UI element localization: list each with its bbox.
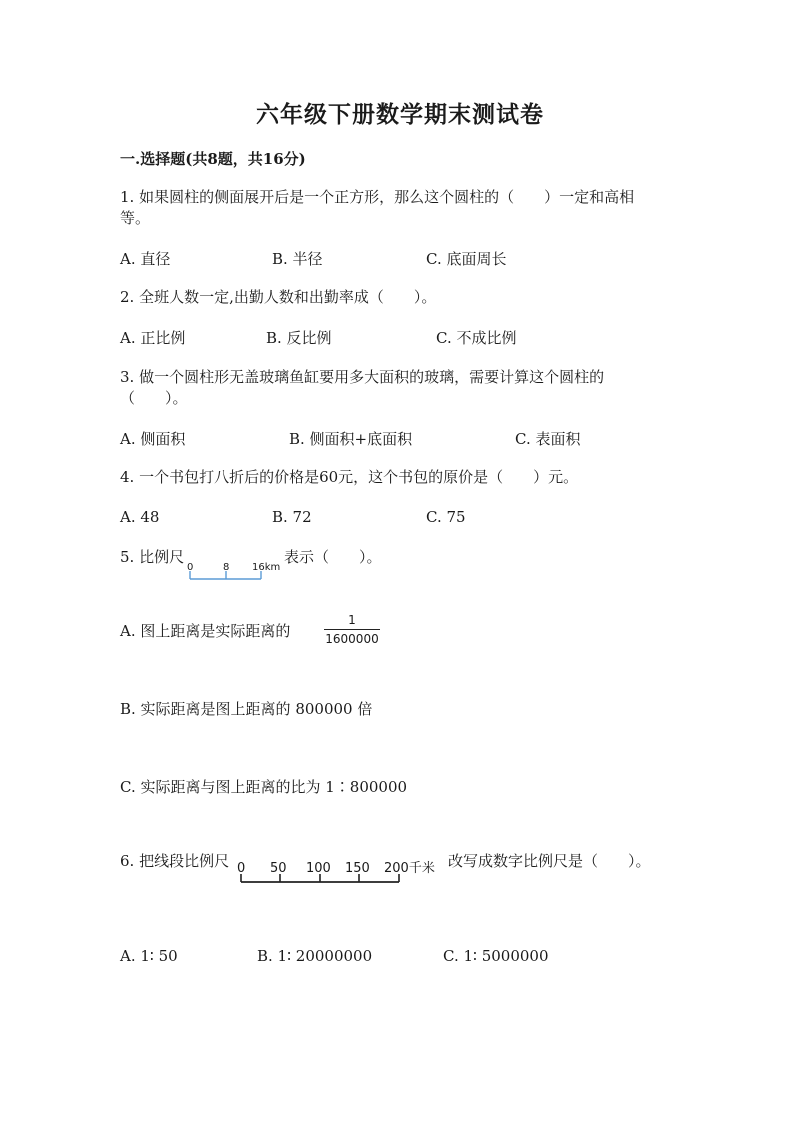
question-6-text-before: 6. 把线段比例尺 (120, 852, 230, 870)
scale-bar-q5-label-2: 16km (252, 562, 281, 573)
scale-bar-q6-label-0: 0 (237, 861, 246, 876)
question-2-option-b[interactable]: B. 反比例 (266, 329, 332, 347)
scale-bar-q6-label-3: 150 (345, 861, 370, 876)
question-1-option-b[interactable]: B. 半径 (272, 250, 323, 268)
question-6-option-c[interactable]: C. 1∶ 5000000 (443, 947, 549, 965)
scale-bar-q5 (186, 560, 282, 586)
question-2-option-a[interactable]: A. 正比例 (120, 329, 186, 347)
scale-bar-q6-label-1: 50 (270, 861, 287, 876)
question-3-option-b[interactable]: B. 侧面积+底面积 (289, 430, 413, 448)
question-1-option-c[interactable]: C. 底面周长 (426, 250, 507, 268)
question-3-option-a[interactable]: A. 侧面积 (120, 430, 186, 448)
scale-bar-q6-label-2: 100 (306, 861, 331, 876)
scale-bar-q5-label-1: 8 (223, 562, 230, 573)
page-title: 六年级下册数学期末测试卷 (256, 101, 544, 128)
question-6-option-b[interactable]: B. 1∶ 20000000 (257, 947, 373, 965)
question-1-line-2: 等。 (120, 209, 151, 227)
scale-bar-q6-label-4: 200千米 (384, 861, 435, 876)
scale-bar-q6 (234, 856, 446, 890)
question-4-option-a[interactable]: A. 48 (120, 508, 160, 526)
question-5-text-after: 表示（ ）。 (284, 548, 382, 566)
question-2-option-c[interactable]: C. 不成比例 (436, 329, 517, 347)
fraction-denominator: 1600000 (325, 632, 379, 646)
fraction-numerator: 1 (348, 613, 356, 627)
question-3-line-2: （ ）。 (120, 389, 188, 407)
fraction-1-over-1600000 (322, 612, 382, 647)
scale-bar-q5-label-0: 0 (187, 562, 194, 573)
fraction-bar (324, 629, 380, 630)
question-3-option-c[interactable]: C. 表面积 (515, 430, 581, 448)
question-1-option-a[interactable]: A. 直径 (120, 250, 171, 268)
question-1-line-1: 1. 如果圆柱的侧面展开后是一个正方形，那么这个圆柱的（ ）一定和高相 (120, 188, 635, 206)
question-4-option-c[interactable]: C. 75 (426, 508, 466, 526)
section-heading: 一.选择题(共8题，共16分) (120, 150, 306, 168)
question-5-option-c[interactable]: C. 实际距离与图上距离的比为 1∶800000 (120, 778, 408, 796)
question-4-option-b[interactable]: B. 72 (272, 508, 312, 526)
question-5-text-before: 5. 比例尺 (120, 548, 185, 566)
question-6-text-after: 改写成数字比例尺是（ ）。 (448, 852, 651, 870)
question-5-option-a[interactable]: A. 图上距离是实际距离的 (120, 622, 291, 640)
question-2-text: 2. 全班人数一定,出勤人数和出勤率成（ ）。 (120, 288, 437, 306)
question-3-line-1: 3. 做一个圆柱形无盖玻璃鱼缸要用多大面积的玻璃，需要计算这个圆柱的 (120, 368, 605, 386)
question-5-option-b[interactable]: B. 实际距离是图上距离的 800000 倍 (120, 700, 373, 718)
question-6-option-a[interactable]: A. 1∶ 50 (120, 947, 178, 965)
question-4-text: 4. 一个书包打八折后的价格是60元，这个书包的原价是（ ）元。 (120, 468, 579, 486)
